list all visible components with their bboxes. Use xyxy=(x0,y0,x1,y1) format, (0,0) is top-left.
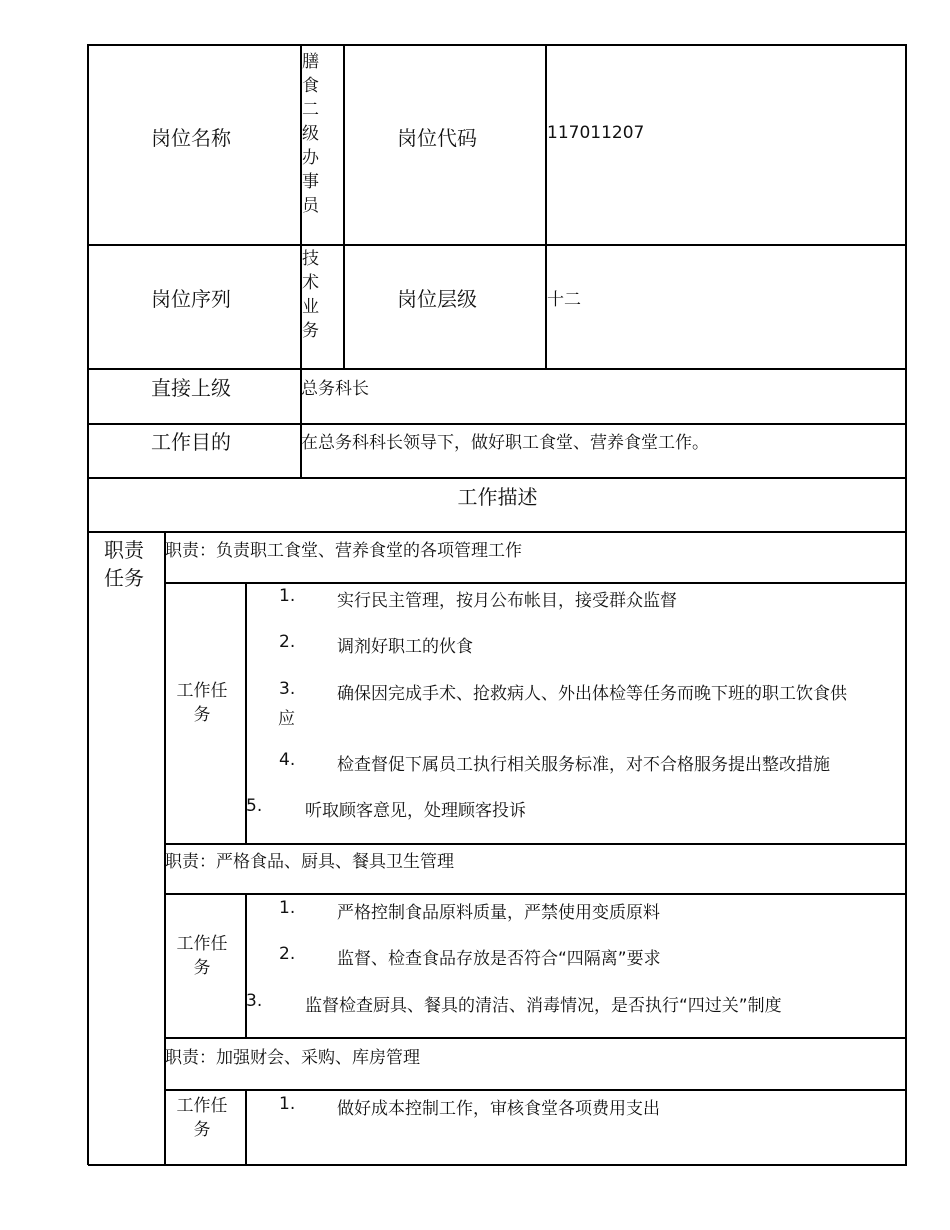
post-code-label: 岗位代码 xyxy=(397,126,477,150)
superior-value: 总务科长 xyxy=(301,379,369,399)
task-number: 4. xyxy=(279,750,296,770)
row-divider xyxy=(88,477,907,479)
task-number: 2. xyxy=(279,944,296,964)
duties-label: 职责任务 xyxy=(104,538,144,590)
post-code-value: 117011207 xyxy=(547,123,645,143)
task-number: 1. xyxy=(279,586,296,606)
col-divider xyxy=(245,893,247,1038)
task-number: 3. xyxy=(246,991,263,1011)
duty-title: 职责：严格食品、厨具、餐具卫生管理 xyxy=(165,852,454,872)
duty-title: 职责：加强财会、采购、库房管理 xyxy=(165,1048,420,1068)
task-text: 调剂好职工的伙食 xyxy=(337,637,473,657)
col-divider xyxy=(545,44,547,369)
duty-title: 职责：负责职工食堂、营养食堂的各项管理工作 xyxy=(165,541,522,561)
task-number: 1. xyxy=(279,1094,296,1114)
description-title: 工作描述 xyxy=(457,485,538,509)
post-series-value: 技术业务 xyxy=(302,249,319,341)
row-divider xyxy=(88,244,907,246)
post-name-label: 岗位名称 xyxy=(151,126,231,150)
task-text: 检查督促下属员工执行相关服务标准，对不合格服务提出整改措施 xyxy=(337,755,830,775)
task-text: 严格控制食品原料质量，严禁使用变质原料 xyxy=(337,903,660,923)
row-divider xyxy=(88,423,907,425)
col-divider xyxy=(343,44,345,369)
row-divider xyxy=(164,1037,907,1039)
table-border-right xyxy=(905,44,907,1165)
row-divider xyxy=(164,843,907,845)
purpose-value: 在总务科科长领导下，做好职工食堂、营养食堂工作。 xyxy=(301,433,709,453)
task-number: 1. xyxy=(279,898,296,918)
table-border-bottom xyxy=(88,1164,907,1166)
table-border-top xyxy=(88,44,907,46)
row-divider xyxy=(164,1089,907,1091)
task-text: 监督、检查食品存放是否符合“四隔离”要求 xyxy=(337,949,661,969)
task-number: 2. xyxy=(279,632,296,652)
post-level-label: 岗位层级 xyxy=(397,287,477,311)
post-name-value: 膳食二级办事员 xyxy=(302,52,319,216)
task-text: 做好成本控制工作，审核食堂各项费用支出 xyxy=(337,1099,660,1119)
row-divider xyxy=(164,893,907,895)
task-number: 5. xyxy=(246,796,263,816)
task-number: 3. xyxy=(279,679,296,699)
task-text-continued: 应 xyxy=(278,709,295,729)
task-label: 工作任务 xyxy=(176,934,228,978)
task-text: 确保因完成手术、抢救病人、外出体检等任务而晚下班的职工饮食供 xyxy=(337,684,847,704)
row-divider xyxy=(88,531,907,533)
table-border-left xyxy=(87,44,89,1165)
task-text: 监督检查厨具、餐具的清洁、消毒情况，是否执行“四过关”制度 xyxy=(305,996,782,1016)
row-divider xyxy=(88,368,907,370)
row-divider xyxy=(164,582,907,584)
purpose-label: 工作目的 xyxy=(151,430,231,454)
task-label: 工作任务 xyxy=(176,681,228,725)
post-level-value: 十二 xyxy=(547,290,581,310)
task-text: 听取顾客意见，处理顾客投诉 xyxy=(305,801,526,821)
task-label: 工作任务 xyxy=(176,1096,228,1140)
superior-label: 直接上级 xyxy=(151,376,231,400)
col-divider xyxy=(245,1089,247,1165)
task-text: 实行民主管理，按月公布帐目，接受群众监督 xyxy=(337,591,677,611)
post-series-label: 岗位序列 xyxy=(151,287,231,311)
